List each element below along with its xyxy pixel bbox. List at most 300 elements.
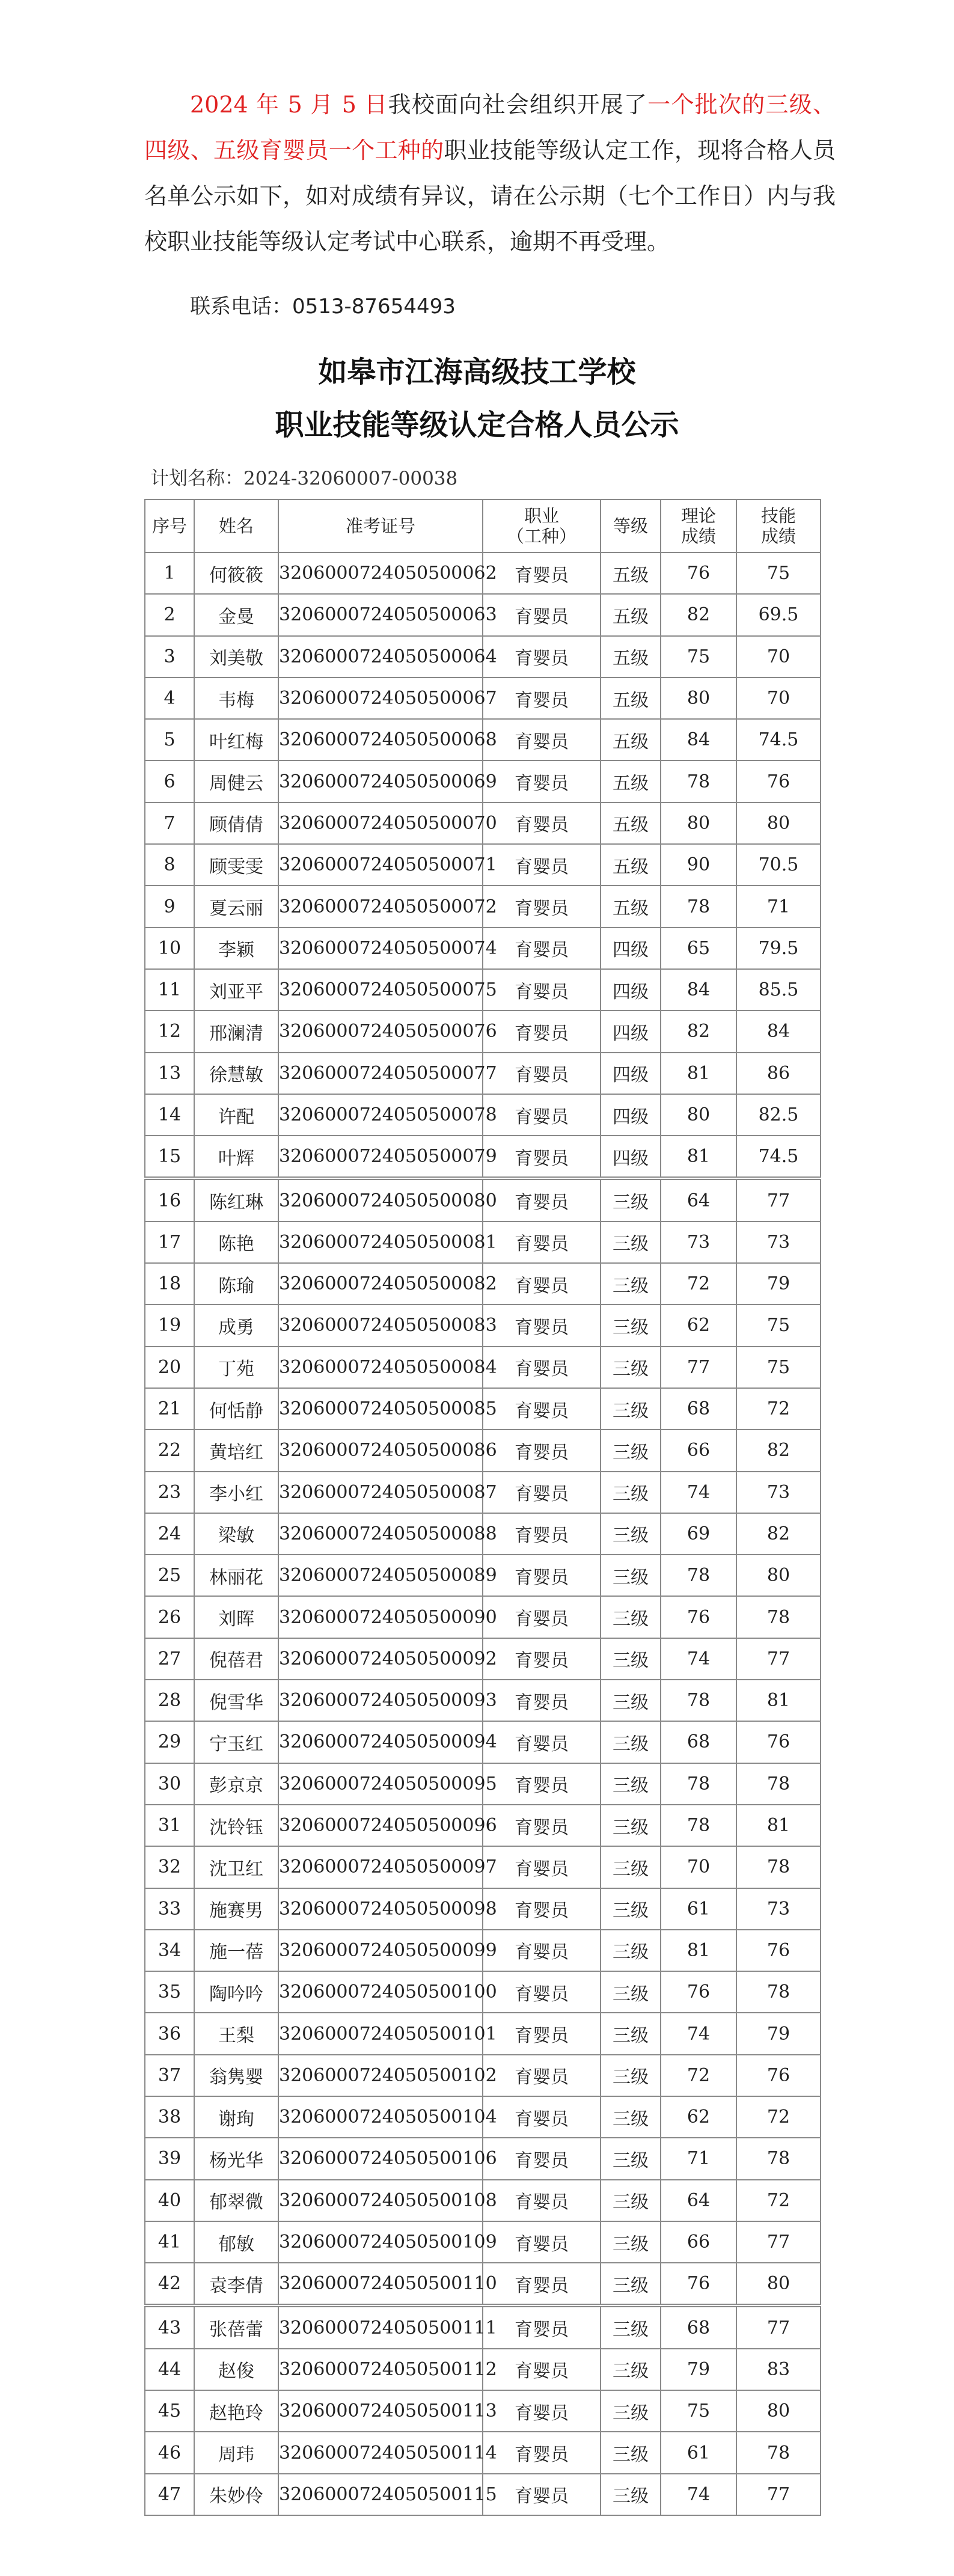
table-row — [145, 1763, 821, 1805]
table-row — [145, 2349, 821, 2390]
cell-skill: 80 — [736, 2390, 821, 2432]
cell-skill: 72 — [736, 2180, 821, 2221]
cell-level: 三级 — [601, 2138, 661, 2179]
cell-skill: 84 — [736, 1011, 821, 1052]
cell-exam-no: 3206000724050500067 — [278, 678, 483, 719]
cell-job: 育婴员 — [483, 2432, 601, 2473]
cell-job: 育婴员 — [483, 678, 601, 719]
cell-skill: 78 — [736, 2432, 821, 2473]
cell-exam-no: 3206000724050500104 — [278, 2096, 483, 2138]
cell-exam-no: 3206000724050500062 — [278, 552, 483, 594]
cell-name: 林丽花 — [194, 1555, 278, 1596]
cell-name: 叶辉 — [194, 1136, 278, 1178]
cell-job: 育婴员 — [483, 844, 601, 886]
table-row — [145, 1805, 821, 1846]
cell-skill: 80 — [736, 2263, 821, 2305]
cell-name: 李小红 — [194, 1472, 278, 1513]
cell-theory: 66 — [661, 2221, 736, 2263]
header-job — [483, 500, 601, 552]
cell-seq: 39 — [145, 2138, 194, 2179]
cell-name: 顾雯雯 — [194, 844, 278, 886]
cell-job: 育婴员 — [483, 1513, 601, 1555]
cell-seq: 18 — [145, 1263, 194, 1305]
cell-theory: 90 — [661, 844, 736, 886]
cell-skill: 77 — [736, 2221, 821, 2263]
cell-skill: 82.5 — [736, 1094, 821, 1136]
cell-name: 郁翠微 — [194, 2180, 278, 2221]
table-header-row — [145, 500, 821, 552]
table-row — [145, 1011, 821, 1052]
cell-job: 育婴员 — [483, 1136, 601, 1178]
cell-seq: 15 — [145, 1136, 194, 1178]
cell-exam-no: 3206000724050500112 — [278, 2349, 483, 2390]
cell-skill: 75 — [736, 552, 821, 594]
cell-level: 四级 — [601, 1136, 661, 1178]
cell-skill: 73 — [736, 1222, 821, 1263]
cell-job: 育婴员 — [483, 1472, 601, 1513]
cell-seq: 11 — [145, 969, 194, 1011]
cell-skill: 77 — [736, 1638, 821, 1680]
cell-skill: 76 — [736, 1721, 821, 1763]
cell-level: 三级 — [601, 2180, 661, 2221]
cell-skill: 79.5 — [736, 928, 821, 969]
cell-skill: 83 — [736, 2349, 821, 2390]
cell-seq: 27 — [145, 1638, 194, 1680]
cell-exam-no: 3206000724050500096 — [278, 1805, 483, 1846]
cell-exam-no: 3206000724050500111 — [278, 2305, 483, 2348]
cell-job: 育婴员 — [483, 1721, 601, 1763]
cell-seq: 45 — [145, 2390, 194, 2432]
cell-seq: 3 — [145, 636, 194, 678]
cell-level: 三级 — [601, 1596, 661, 1638]
table-row — [145, 1638, 821, 1680]
cell-job: 育婴员 — [483, 928, 601, 969]
cell-skill: 81 — [736, 1680, 821, 1721]
cell-level: 三级 — [601, 2474, 661, 2515]
exam-date: 2024 年 5 月 5 日 — [190, 91, 388, 118]
cell-skill: 78 — [736, 1971, 821, 2013]
table-row — [145, 2055, 821, 2096]
cell-seq: 33 — [145, 1888, 194, 1930]
cell-theory: 78 — [661, 1805, 736, 1846]
cell-job: 育婴员 — [483, 2013, 601, 2054]
cell-exam-no: 3206000724050500076 — [278, 1011, 483, 1052]
cell-name: 沈卫红 — [194, 1846, 278, 1888]
cell-name: 夏云丽 — [194, 886, 278, 927]
cell-skill: 79 — [736, 2013, 821, 2054]
cell-theory: 81 — [661, 1053, 736, 1094]
cell-name: 刘晖 — [194, 1596, 278, 1638]
cell-theory: 61 — [661, 2432, 736, 2473]
cell-theory: 68 — [661, 2305, 736, 2348]
cell-seq: 29 — [145, 1721, 194, 1763]
cell-job: 育婴员 — [483, 1222, 601, 1263]
cell-seq: 8 — [145, 844, 194, 886]
cell-name: 梁敏 — [194, 1513, 278, 1555]
cell-name: 邢澜清 — [194, 1011, 278, 1052]
cell-theory: 78 — [661, 1555, 736, 1596]
cell-seq: 1 — [145, 552, 194, 594]
cell-level: 三级 — [601, 2013, 661, 2054]
cell-name: 袁李倩 — [194, 2263, 278, 2305]
cell-level: 五级 — [601, 844, 661, 886]
cell-level: 五级 — [601, 552, 661, 594]
cell-name: 倪雪华 — [194, 1680, 278, 1721]
cell-exam-no: 3206000724050500115 — [278, 2474, 483, 2515]
cell-theory: 72 — [661, 1263, 736, 1305]
cell-name: 沈铃钰 — [194, 1805, 278, 1846]
cell-seq: 20 — [145, 1347, 194, 1388]
table-row — [145, 678, 821, 719]
cell-level: 三级 — [601, 2055, 661, 2096]
cell-theory: 68 — [661, 1388, 736, 1430]
cell-exam-no: 3206000724050500063 — [278, 594, 483, 635]
cell-level: 三级 — [601, 2349, 661, 2390]
cell-exam-no: 3206000724050500094 — [278, 1721, 483, 1763]
cell-exam-no: 3206000724050500077 — [278, 1053, 483, 1094]
cell-seq: 5 — [145, 719, 194, 760]
header-job-line1: 职业 — [524, 506, 559, 526]
cell-level: 四级 — [601, 1094, 661, 1136]
cell-seq: 10 — [145, 928, 194, 969]
table-row — [145, 2180, 821, 2221]
batch-description: 一个批次的三级、四级、五级育婴员一个工种的 — [144, 91, 836, 164]
cell-seq: 37 — [145, 2055, 194, 2096]
cell-name: 陶吟吟 — [194, 1971, 278, 2013]
cell-level: 四级 — [601, 928, 661, 969]
cell-theory: 66 — [661, 1430, 736, 1471]
table-row — [145, 2013, 821, 2054]
cell-job: 育婴员 — [483, 1263, 601, 1305]
cell-exam-no: 3206000724050500069 — [278, 760, 483, 802]
cell-theory: 76 — [661, 552, 736, 594]
cell-level: 三级 — [601, 1305, 661, 1346]
cell-skill: 75 — [736, 1305, 821, 1346]
cell-exam-no: 3206000724050500102 — [278, 2055, 483, 2096]
cell-job: 育婴员 — [483, 1763, 601, 1805]
cell-theory: 76 — [661, 1971, 736, 2013]
cell-job: 育婴员 — [483, 2096, 601, 2138]
cell-exam-no: 3206000724050500074 — [278, 928, 483, 969]
cell-level: 三级 — [601, 2432, 661, 2473]
cell-job: 育婴员 — [483, 1011, 601, 1052]
cell-level: 四级 — [601, 1011, 661, 1052]
cell-exam-no: 3206000724050500100 — [278, 1971, 483, 2013]
cell-job: 育婴员 — [483, 760, 601, 802]
cell-theory: 71 — [661, 2138, 736, 2179]
cell-skill: 76 — [736, 760, 821, 802]
cell-skill: 86 — [736, 1053, 821, 1094]
cell-name: 金曼 — [194, 594, 278, 635]
table-row — [145, 1971, 821, 2013]
cell-job: 育婴员 — [483, 1846, 601, 1888]
table-row — [145, 1222, 821, 1263]
notice-title: 职业技能等级认定合格人员公示 — [275, 408, 679, 442]
cell-skill: 70 — [736, 636, 821, 678]
table-row — [145, 1680, 821, 1721]
cell-theory: 74 — [661, 2474, 736, 2515]
cell-skill: 80 — [736, 1555, 821, 1596]
table-row — [145, 969, 821, 1011]
qualified-personnel-table — [144, 499, 821, 2516]
cell-level: 三级 — [601, 1388, 661, 1430]
cell-theory: 70 — [661, 1846, 736, 1888]
cell-skill: 72 — [736, 1388, 821, 1430]
table-row — [145, 803, 821, 844]
cell-theory: 78 — [661, 760, 736, 802]
cell-exam-no: 3206000724050500089 — [278, 1555, 483, 1596]
cell-level: 五级 — [601, 636, 661, 678]
table-row — [145, 1053, 821, 1094]
cell-theory: 74 — [661, 2013, 736, 2054]
cell-skill: 76 — [736, 2055, 821, 2096]
cell-name: 郁敏 — [194, 2221, 278, 2263]
cell-theory: 74 — [661, 1472, 736, 1513]
cell-name: 施赛男 — [194, 1888, 278, 1930]
cell-job: 育婴员 — [483, 969, 601, 1011]
cell-skill: 75 — [736, 1347, 821, 1388]
cell-job: 育婴员 — [483, 1347, 601, 1388]
cell-level: 三级 — [601, 1930, 661, 1971]
cell-job: 育婴员 — [483, 1305, 601, 1346]
cell-theory: 62 — [661, 2096, 736, 2138]
table-row — [145, 2474, 821, 2515]
cell-level: 五级 — [601, 760, 661, 802]
cell-level: 三级 — [601, 2096, 661, 2138]
table-row — [145, 2138, 821, 2179]
cell-job: 育婴员 — [483, 886, 601, 927]
cell-exam-no: 3206000724050500109 — [278, 2221, 483, 2263]
cell-theory: 78 — [661, 1763, 736, 1805]
table-row — [145, 1930, 821, 1971]
school-title: 如皋市江海高级技工学校 — [318, 355, 636, 389]
cell-name: 张蓓蕾 — [194, 2305, 278, 2348]
cell-exam-no: 3206000724050500092 — [278, 1638, 483, 1680]
cell-exam-no: 3206000724050500110 — [278, 2263, 483, 2305]
table-row — [145, 1136, 821, 1178]
cell-exam-no: 3206000724050500086 — [278, 1430, 483, 1471]
cell-exam-no: 3206000724050500083 — [278, 1305, 483, 1346]
cell-theory: 75 — [661, 2390, 736, 2432]
cell-seq: 36 — [145, 2013, 194, 2054]
cell-level: 三级 — [601, 1638, 661, 1680]
cell-level: 三级 — [601, 1763, 661, 1805]
cell-seq: 16 — [145, 1178, 194, 1221]
cell-name: 陈红琳 — [194, 1178, 278, 1221]
cell-theory: 64 — [661, 1178, 736, 1221]
cell-exam-no: 3206000724050500088 — [278, 1513, 483, 1555]
cell-theory: 80 — [661, 1094, 736, 1136]
cell-seq: 35 — [145, 1971, 194, 2013]
cell-exam-no: 3206000724050500095 — [278, 1763, 483, 1805]
cell-seq: 31 — [145, 1805, 194, 1846]
cell-skill: 80 — [736, 803, 821, 844]
cell-theory: 72 — [661, 2055, 736, 2096]
cell-skill: 76 — [736, 1930, 821, 1971]
cell-name: 赵俊 — [194, 2349, 278, 2390]
cell-seq: 47 — [145, 2474, 194, 2515]
table-body — [145, 552, 821, 2515]
cell-seq: 19 — [145, 1305, 194, 1346]
header-theory-line1: 理论 — [680, 506, 716, 526]
cell-exam-no: 3206000724050500068 — [278, 719, 483, 760]
cell-job: 育婴员 — [483, 552, 601, 594]
table-row — [145, 2390, 821, 2432]
cell-seq: 2 — [145, 594, 194, 635]
cell-seq: 22 — [145, 1430, 194, 1471]
cell-theory: 73 — [661, 1222, 736, 1263]
header-job-line2: （工种） — [506, 526, 576, 546]
header-seq: 序号 — [145, 500, 194, 552]
cell-skill: 77 — [736, 2305, 821, 2348]
cell-exam-no: 3206000724050500108 — [278, 2180, 483, 2221]
header-name: 姓名 — [194, 500, 278, 552]
cell-level: 三级 — [601, 1805, 661, 1846]
cell-job: 育婴员 — [483, 2349, 601, 2390]
table-row — [145, 1094, 821, 1136]
header-theory — [661, 500, 736, 552]
cell-theory: 62 — [661, 1305, 736, 1346]
cell-level: 三级 — [601, 1555, 661, 1596]
cell-skill: 78 — [736, 1846, 821, 1888]
cell-level: 四级 — [601, 969, 661, 1011]
cell-level: 三级 — [601, 1178, 661, 1221]
cell-name: 刘美敬 — [194, 636, 278, 678]
cell-theory: 65 — [661, 928, 736, 969]
cell-name: 何筱筱 — [194, 552, 278, 594]
cell-name: 徐慧敏 — [194, 1053, 278, 1094]
cell-skill: 74.5 — [736, 1136, 821, 1178]
cell-exam-no: 3206000724050500070 — [278, 803, 483, 844]
cell-level: 五级 — [601, 886, 661, 927]
cell-level: 三级 — [601, 2390, 661, 2432]
cell-level: 三级 — [601, 1971, 661, 2013]
cell-level: 三级 — [601, 1721, 661, 1763]
cell-theory: 78 — [661, 886, 736, 927]
cell-skill: 77 — [736, 1178, 821, 1221]
cell-theory: 81 — [661, 1930, 736, 1971]
cell-exam-no: 3206000724050500080 — [278, 1178, 483, 1221]
cell-exam-no: 3206000724050500081 — [278, 1222, 483, 1263]
cell-job: 育婴员 — [483, 2180, 601, 2221]
cell-exam-no: 3206000724050500075 — [278, 969, 483, 1011]
cell-theory: 84 — [661, 969, 736, 1011]
cell-seq: 41 — [145, 2221, 194, 2263]
cell-name: 倪蓓君 — [194, 1638, 278, 1680]
cell-seq: 46 — [145, 2432, 194, 2473]
table-row — [145, 594, 821, 635]
cell-job: 育婴员 — [483, 719, 601, 760]
cell-name: 陈瑜 — [194, 1263, 278, 1305]
cell-exam-no: 3206000724050500082 — [278, 1263, 483, 1305]
cell-theory: 84 — [661, 719, 736, 760]
table-row — [145, 1555, 821, 1596]
table-row — [145, 2305, 821, 2348]
cell-name: 周健云 — [194, 760, 278, 802]
cell-job: 育婴员 — [483, 1971, 601, 2013]
cell-level: 三级 — [601, 1472, 661, 1513]
table-row — [145, 1846, 821, 1888]
cell-theory: 82 — [661, 1011, 736, 1052]
cell-level: 三级 — [601, 2263, 661, 2305]
cell-exam-no: 3206000724050500099 — [278, 1930, 483, 1971]
cell-name: 朱妙伶 — [194, 2474, 278, 2515]
cell-seq: 6 — [145, 760, 194, 802]
cell-level: 三级 — [601, 1430, 661, 1471]
cell-job: 育婴员 — [483, 2221, 601, 2263]
table-row — [145, 1513, 821, 1555]
cell-seq: 28 — [145, 1680, 194, 1721]
table-row — [145, 928, 821, 969]
cell-theory: 75 — [661, 636, 736, 678]
cell-seq: 7 — [145, 803, 194, 844]
cell-exam-no: 3206000724050500072 — [278, 886, 483, 927]
cell-level: 五级 — [601, 678, 661, 719]
cell-skill: 70.5 — [736, 844, 821, 886]
cell-level: 五级 — [601, 803, 661, 844]
cell-seq: 44 — [145, 2349, 194, 2390]
cell-job: 育婴员 — [483, 2055, 601, 2096]
table-row — [145, 2221, 821, 2263]
cell-theory: 68 — [661, 1721, 736, 1763]
intro-text-1: 我校面向社会组织开展了 — [388, 91, 648, 118]
table-row — [145, 1263, 821, 1305]
cell-skill: 71 — [736, 886, 821, 927]
cell-seq: 23 — [145, 1472, 194, 1513]
cell-job: 育婴员 — [483, 1555, 601, 1596]
cell-seq: 13 — [145, 1053, 194, 1094]
cell-theory: 69 — [661, 1513, 736, 1555]
cell-job: 育婴员 — [483, 2305, 601, 2348]
cell-name: 陈艳 — [194, 1222, 278, 1263]
cell-theory: 82 — [661, 594, 736, 635]
cell-name: 叶红梅 — [194, 719, 278, 760]
table-row — [145, 1596, 821, 1638]
cell-skill: 69.5 — [736, 594, 821, 635]
header-theory-line2: 成绩 — [680, 526, 716, 546]
cell-exam-no: 3206000724050500106 — [278, 2138, 483, 2179]
cell-name: 李颖 — [194, 928, 278, 969]
table-row — [145, 1888, 821, 1930]
cell-exam-no: 3206000724050500097 — [278, 1846, 483, 1888]
cell-skill: 85.5 — [736, 969, 821, 1011]
table-row — [145, 760, 821, 802]
cell-skill: 78 — [736, 2138, 821, 2179]
cell-seq: 9 — [145, 886, 194, 927]
table-row — [145, 1347, 821, 1388]
cell-level: 三级 — [601, 1347, 661, 1388]
announcement-paragraph — [144, 82, 836, 265]
cell-skill: 70 — [736, 678, 821, 719]
cell-skill: 81 — [736, 1805, 821, 1846]
cell-theory: 79 — [661, 2349, 736, 2390]
cell-name: 杨光华 — [194, 2138, 278, 2179]
cell-theory: 74 — [661, 1638, 736, 1680]
cell-exam-no: 3206000724050500071 — [278, 844, 483, 886]
cell-skill: 73 — [736, 1888, 821, 1930]
cell-exam-no: 3206000724050500064 — [278, 636, 483, 678]
table-row — [145, 636, 821, 678]
cell-theory: 64 — [661, 2180, 736, 2221]
cell-job: 育婴员 — [483, 1178, 601, 1221]
table-row — [145, 1430, 821, 1471]
table-row — [145, 2432, 821, 2473]
cell-seq: 26 — [145, 1596, 194, 1638]
cell-theory: 76 — [661, 1596, 736, 1638]
cell-seq: 17 — [145, 1222, 194, 1263]
cell-job: 育婴员 — [483, 1680, 601, 1721]
cell-name: 黄培红 — [194, 1430, 278, 1471]
